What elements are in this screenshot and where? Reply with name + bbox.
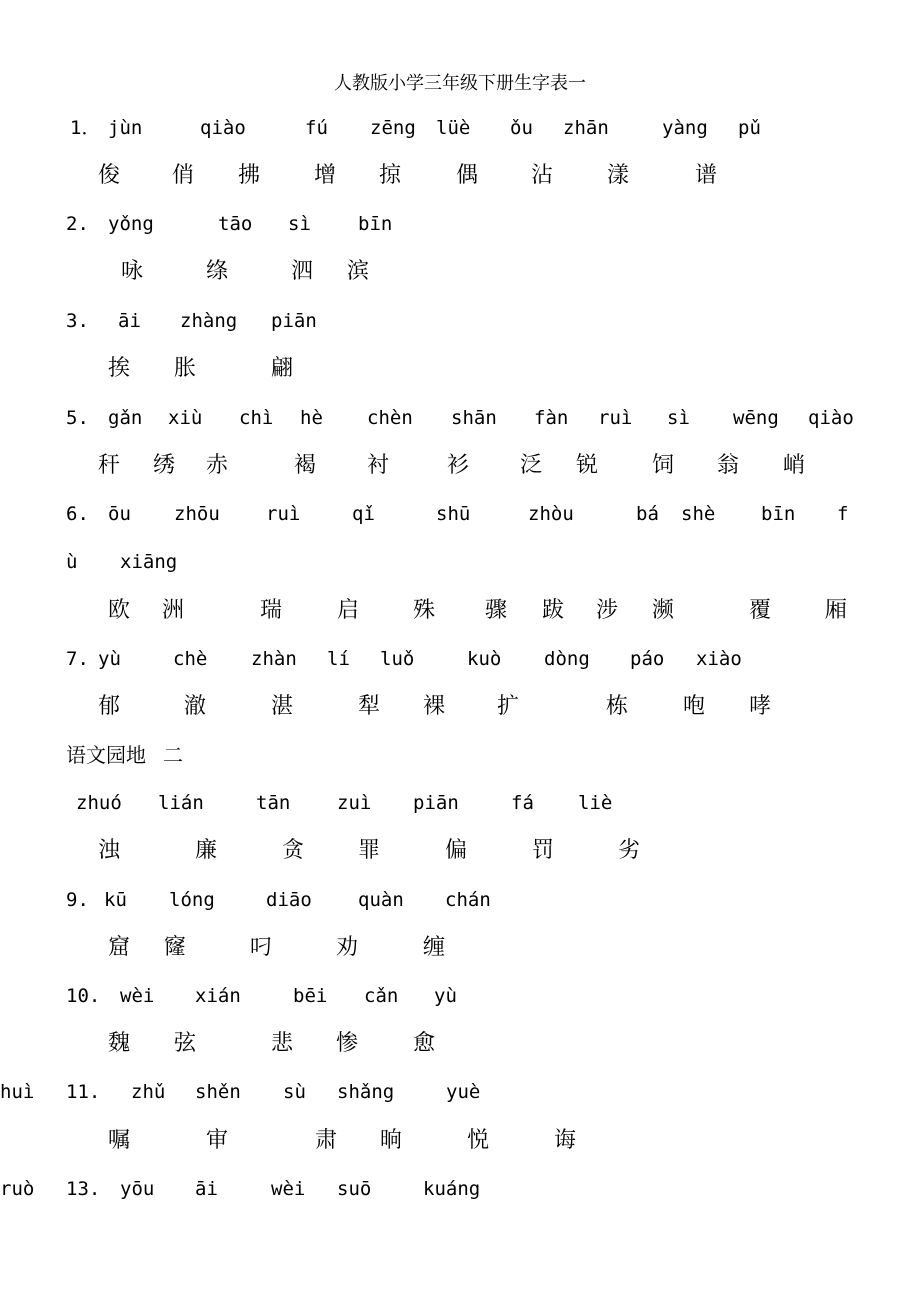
chinese-character: 偏 [445, 838, 468, 863]
chinese-character: 绦 [206, 259, 229, 284]
character-row [0, 597, 920, 625]
pinyin-syllable: qiào [200, 117, 246, 139]
pinyin-syllable: sì [667, 407, 690, 429]
chinese-character: 褐 [294, 453, 317, 478]
chinese-character: 骤 [485, 598, 508, 623]
chinese-character: 翩 [271, 356, 294, 381]
chinese-character: 贪 [282, 838, 305, 863]
chinese-character: 审 [206, 1128, 229, 1153]
pinyin-row [0, 307, 920, 335]
pinyin-syllable: zēng [370, 117, 416, 139]
pinyin-syllable: shān [451, 407, 497, 429]
pinyin-syllable: qiào [808, 407, 854, 429]
chinese-character: 峭 [783, 453, 806, 478]
chinese-character: 瑞 [260, 598, 283, 623]
chinese-character: 欧 [108, 598, 131, 623]
chinese-character: 哮 [749, 694, 772, 719]
pinyin-row [0, 645, 920, 673]
chinese-character: 赤 [206, 453, 229, 478]
pinyin-syllable: liè [578, 792, 613, 814]
pinyin-syllable: huì [0, 1081, 35, 1103]
pinyin-row [0, 1078, 920, 1106]
chinese-character: 诲 [554, 1128, 577, 1153]
pinyin-syllable: fá [511, 792, 534, 814]
pinyin-syllable: shè [681, 503, 716, 525]
lesson-number: 13. [66, 1178, 101, 1200]
chinese-character: 增 [314, 163, 337, 188]
chinese-character: 衬 [367, 453, 390, 478]
chinese-character: 叼 [250, 935, 273, 960]
pinyin-syllable: zhàn [251, 648, 297, 670]
pinyin-syllable: yù [434, 985, 457, 1007]
chinese-character: 澈 [184, 694, 207, 719]
chinese-character: 裸 [423, 694, 446, 719]
chinese-character: 罚 [532, 838, 555, 863]
pinyin-syllable: wèi [120, 985, 155, 1007]
pinyin-syllable: suō [337, 1178, 372, 1200]
pinyin-syllable: luǒ [380, 648, 415, 670]
chinese-character: 窟 [108, 935, 131, 960]
chinese-character: 滨 [347, 259, 370, 284]
pinyin-row [0, 404, 920, 432]
pinyin-syllable: zhuó [76, 792, 122, 814]
pinyin-syllable: dòng [544, 648, 590, 670]
character-row [0, 258, 920, 286]
chinese-character: 肃 [315, 1128, 338, 1153]
pinyin-row [0, 114, 920, 142]
section-title: 语文园地 [66, 743, 146, 767]
pinyin-syllable: xiù [168, 407, 203, 429]
pinyin-syllable: yù [98, 648, 121, 670]
pinyin-syllable: yǒng [108, 213, 154, 235]
pinyin-syllable: ǒu [510, 117, 533, 139]
chinese-character: 洲 [162, 598, 185, 623]
chinese-character: 泗 [291, 259, 314, 284]
pinyin-syllable: zhòu [528, 503, 574, 525]
chinese-character: 嘱 [108, 1128, 131, 1153]
chinese-character: 偶 [456, 163, 479, 188]
pinyin-syllable: kū [104, 889, 127, 911]
chinese-character: 咏 [121, 259, 144, 284]
character-row [0, 355, 920, 383]
chinese-character: 惨 [336, 1031, 359, 1056]
chinese-character: 启 [337, 598, 360, 623]
pinyin-row [0, 210, 920, 238]
chinese-character: 愈 [413, 1031, 436, 1056]
pinyin-syllable: xiāng [120, 551, 178, 573]
chinese-character: 沾 [531, 163, 554, 188]
pinyin-syllable: quàn [358, 889, 404, 911]
chinese-character: 跋 [542, 598, 565, 623]
chinese-character: 弦 [174, 1031, 197, 1056]
lesson-number: 1． [70, 117, 101, 139]
pinyin-syllable: āi [118, 310, 141, 332]
pinyin-syllable: qǐ [352, 503, 375, 525]
pinyin-syllable: pǔ [738, 117, 761, 139]
chinese-character: 胀 [174, 356, 197, 381]
pinyin-syllable: lí [327, 648, 350, 670]
chinese-character: 濒 [652, 598, 675, 623]
pinyin-row [0, 982, 920, 1010]
character-row [0, 1127, 920, 1155]
pinyin-syllable: chè [173, 648, 208, 670]
chinese-character: 犁 [358, 694, 381, 719]
chinese-character: 湛 [271, 694, 294, 719]
pinyin-syllable: bēi [293, 985, 328, 1007]
pinyin-syllable: shū [436, 503, 471, 525]
pinyin-syllable: āi [195, 1178, 218, 1200]
pinyin-syllable: chèn [367, 407, 413, 429]
chinese-character: 秆 [98, 453, 121, 478]
pinyin-syllable: ruò [0, 1178, 35, 1200]
chinese-character: 锐 [576, 453, 599, 478]
chinese-character: 缠 [423, 935, 446, 960]
chinese-character: 殊 [413, 598, 436, 623]
character-row [0, 934, 920, 962]
character-row [0, 837, 920, 865]
pinyin-syllable: páo [630, 648, 665, 670]
pinyin-syllable: zuì [337, 792, 372, 814]
chinese-character: 劝 [336, 935, 359, 960]
pinyin-syllable: bá [636, 503, 659, 525]
lesson-number: 6. [66, 503, 89, 525]
pinyin-syllable: xiào [696, 648, 742, 670]
pinyin-syllable: ruì [598, 407, 633, 429]
pinyin-syllable: kuò [467, 648, 502, 670]
chinese-character: 罪 [358, 838, 381, 863]
pinyin-syllable: lóng [169, 889, 215, 911]
chinese-character: 郁 [98, 694, 121, 719]
pinyin-row [0, 548, 920, 576]
chinese-character: 厢 [825, 598, 848, 623]
character-row [0, 452, 920, 480]
pinyin-syllable: lián [158, 792, 204, 814]
chinese-character: 绣 [153, 453, 176, 478]
page-title: 人教版小学三年级下册生字表一 [334, 73, 586, 94]
chinese-character: 晌 [380, 1128, 403, 1153]
pinyin-syllable: piān [413, 792, 459, 814]
pinyin-syllable: zhōu [174, 503, 220, 525]
pinyin-syllable: tāo [218, 213, 253, 235]
chinese-character: 悦 [467, 1128, 490, 1153]
lesson-number: 2. [66, 213, 89, 235]
chinese-character: 俊 [98, 163, 121, 188]
chinese-character: 悲 [271, 1031, 294, 1056]
pinyin-syllable: tān [256, 792, 291, 814]
pinyin-row [0, 886, 920, 914]
pinyin-syllable: zhǔ [131, 1081, 166, 1103]
pinyin-syllable: gǎn [108, 407, 143, 429]
chinese-character: 廉 [195, 838, 218, 863]
pinyin-syllable: fú [305, 117, 328, 139]
pinyin-syllable: zhàng [180, 310, 238, 332]
chinese-character: 掠 [379, 163, 402, 188]
chinese-character: 漾 [607, 163, 630, 188]
pinyin-syllable: yàng [662, 117, 708, 139]
pinyin-syllable: zhān [563, 117, 609, 139]
character-row [0, 162, 920, 190]
chinese-character: 窿 [164, 935, 187, 960]
lesson-number: 11. [66, 1081, 101, 1103]
character-row [0, 1030, 920, 1058]
chinese-character: 劣 [618, 838, 641, 863]
pinyin-syllable: ù [66, 551, 78, 573]
pinyin-syllable: jùn [108, 117, 143, 139]
chinese-character: 拂 [238, 163, 261, 188]
character-row [0, 693, 920, 721]
lesson-number: 7. [66, 648, 89, 670]
lesson-number: 5. [66, 407, 89, 429]
chinese-character: 涉 [596, 598, 619, 623]
pinyin-syllable: chán [445, 889, 491, 911]
pinyin-syllable: chì [239, 407, 274, 429]
chinese-character: 浊 [98, 838, 121, 863]
chinese-character: 扩 [497, 694, 520, 719]
pinyin-syllable: lüè [436, 117, 471, 139]
pinyin-syllable: sù [283, 1081, 306, 1103]
chinese-character: 衫 [447, 453, 470, 478]
chinese-character: 谱 [695, 163, 718, 188]
pinyin-syllable: xián [195, 985, 241, 1007]
pinyin-syllable: yuè [446, 1081, 481, 1103]
pinyin-syllable: sì [288, 213, 311, 235]
pinyin-syllable: bīn [358, 213, 393, 235]
pinyin-syllable: kuáng [423, 1178, 481, 1200]
pinyin-syllable: yōu [120, 1178, 155, 1200]
pinyin-syllable: f [837, 503, 849, 525]
chinese-character: 俏 [172, 163, 195, 188]
pinyin-row [0, 789, 920, 817]
pinyin-syllable: ruì [266, 503, 301, 525]
pinyin-syllable: fàn [534, 407, 569, 429]
chinese-character: 饲 [652, 453, 675, 478]
lesson-number: 10. [66, 985, 101, 1007]
pinyin-row [0, 500, 920, 528]
chinese-character: 栋 [606, 694, 629, 719]
pinyin-syllable: hè [300, 407, 323, 429]
section-number: 二 [163, 743, 183, 767]
lesson-number: 9. [66, 889, 89, 911]
pinyin-syllable: diāo [266, 889, 312, 911]
pinyin-syllable: shěn [195, 1081, 241, 1103]
pinyin-syllable: bīn [761, 503, 796, 525]
section-heading [0, 741, 920, 769]
chinese-character: 翁 [717, 453, 740, 478]
pinyin-syllable: wèi [271, 1178, 306, 1200]
chinese-character: 咆 [683, 694, 706, 719]
chinese-character: 魏 [108, 1031, 131, 1056]
pinyin-syllable: wēng [733, 407, 779, 429]
chinese-character: 覆 [749, 598, 772, 623]
chinese-character: 挨 [108, 356, 131, 381]
pinyin-syllable: shǎng [337, 1081, 395, 1103]
pinyin-syllable: cǎn [364, 985, 399, 1007]
chinese-character: 泛 [520, 453, 543, 478]
pinyin-row [0, 1175, 920, 1203]
lesson-number: 3. [66, 310, 89, 332]
pinyin-syllable: ōu [108, 503, 131, 525]
pinyin-syllable: piān [271, 310, 317, 332]
